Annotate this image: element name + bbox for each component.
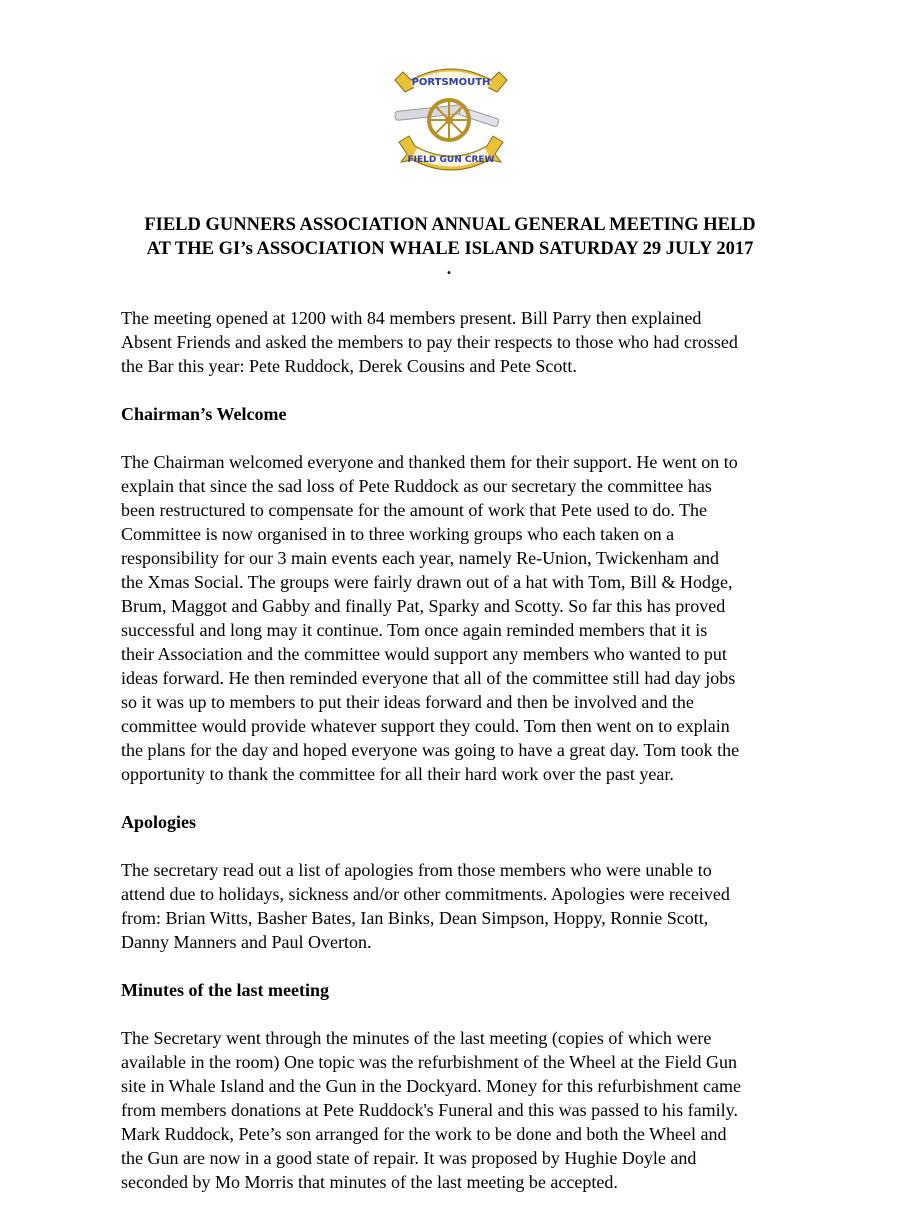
text-line: Mark Ruddock, Pete’s son arranged for the work to be done and both the Wheel and — [121, 1124, 727, 1144]
intro-paragraph — [121, 306, 781, 378]
text-line: their Association and the committee would support any members who wanted to put — [121, 644, 727, 664]
section-minutes — [121, 978, 781, 1194]
title-line: FIELD GUNNERS ASSOCIATION ANNUAL GENERAL MEETING HELD — [144, 215, 756, 235]
document-title — [100, 213, 800, 261]
text-line: from members donations at Pete Ruddock's Funeral and this was passed to his family. — [121, 1100, 738, 1120]
section-chairmans-welcome — [121, 402, 781, 786]
text-line: the Bar this year: Pete Ruddock, Derek Cousins and Pete Scott. — [121, 356, 577, 376]
text-line: The Chairman welcomed everyone and thanked them for their support. He went on to — [121, 452, 738, 472]
text-line: committee would provide whatever support they could. Tom then went on to explain — [121, 716, 730, 736]
text-line: ideas forward. He then reminded everyone that all of the committee still had day jobs — [121, 668, 736, 688]
text-line: available in the room) One topic was the refurbishment of the Wheel at the Field Gun — [121, 1052, 737, 1072]
text-line: Committee is now organised in to three working groups who each taken on a — [121, 524, 675, 544]
text-line: Absent Friends and asked the members to pay their respects to those who had crossed — [121, 332, 738, 352]
title-line: AT THE GI’s ASSOCIATION WHALE ISLAND SATURDAY 29 JULY 2017 — [146, 239, 754, 259]
text-line: The Secretary went through the minutes of the last meeting (copies of which were — [121, 1028, 712, 1048]
text-line: Brum, Maggot and Gabby and finally Pat, Sparky and Scotty. So far this has proved — [121, 596, 726, 616]
text-line: successful and long may it continue. Tom once again reminded members that it is — [121, 620, 708, 640]
section-heading: Minutes of the last meeting — [121, 980, 329, 1000]
text-line: the Gun are now in a good state of repair. It was proposed by Hughie Doyle and — [121, 1148, 697, 1168]
text-line: so it was up to members to put their ideas forward and then be involved and the — [121, 692, 694, 712]
text-line: the Xmas Social. The groups were fairly drawn out of a hat with Tom, Bill & Hodge, — [121, 572, 733, 592]
title-dot: . — [446, 258, 452, 278]
section-heading: Apologies — [121, 812, 197, 832]
text-line: opportunity to thank the committee for all their hard work over the past year. — [121, 764, 674, 784]
text-line: The meeting opened at 1200 with 84 members present. Bill Parry then explained — [121, 308, 702, 328]
text-line: attend due to holidays, sickness and/or other commitments. Apologies were received — [121, 884, 730, 904]
logo-top-text: PORTSMOUTH — [411, 77, 491, 88]
text-line: been restructured to compensate for the amount of work that Pete used to do. The — [121, 500, 707, 520]
text-line: The secretary read out a list of apologies from those members who were unable to — [121, 860, 712, 880]
section-apologies — [121, 810, 781, 954]
text-line: the plans for the day and hoped everyone was going to have a great day. Tom took the — [121, 740, 740, 760]
text-line: responsibility for our 3 main events each year, namely Re-Union, Twickenham and — [121, 548, 720, 568]
field-gun-crest-icon — [389, 58, 513, 174]
section-heading: Chairman’s Welcome — [121, 404, 287, 424]
text-line: from: Brian Witts, Basher Bates, Ian Binks, Dean Simpson, Hoppy, Ronnie Scott, — [121, 908, 709, 928]
text-line: site in Whale Island and the Gun in the Dockyard. Money for this refurbishment came — [121, 1076, 741, 1096]
text-line: explain that since the sad loss of Pete Ruddock as our secretary the committee has — [121, 476, 712, 496]
text-line: Danny Manners and Paul Overton. — [121, 932, 372, 952]
document-body — [121, 306, 781, 1194]
logo-bottom-text: FIELD GUN CREW — [407, 155, 495, 165]
text-line: seconded by Mo Morris that minutes of the last meeting be accepted. — [121, 1172, 618, 1192]
portsmouth-field-gun-crew-logo — [389, 58, 513, 174]
